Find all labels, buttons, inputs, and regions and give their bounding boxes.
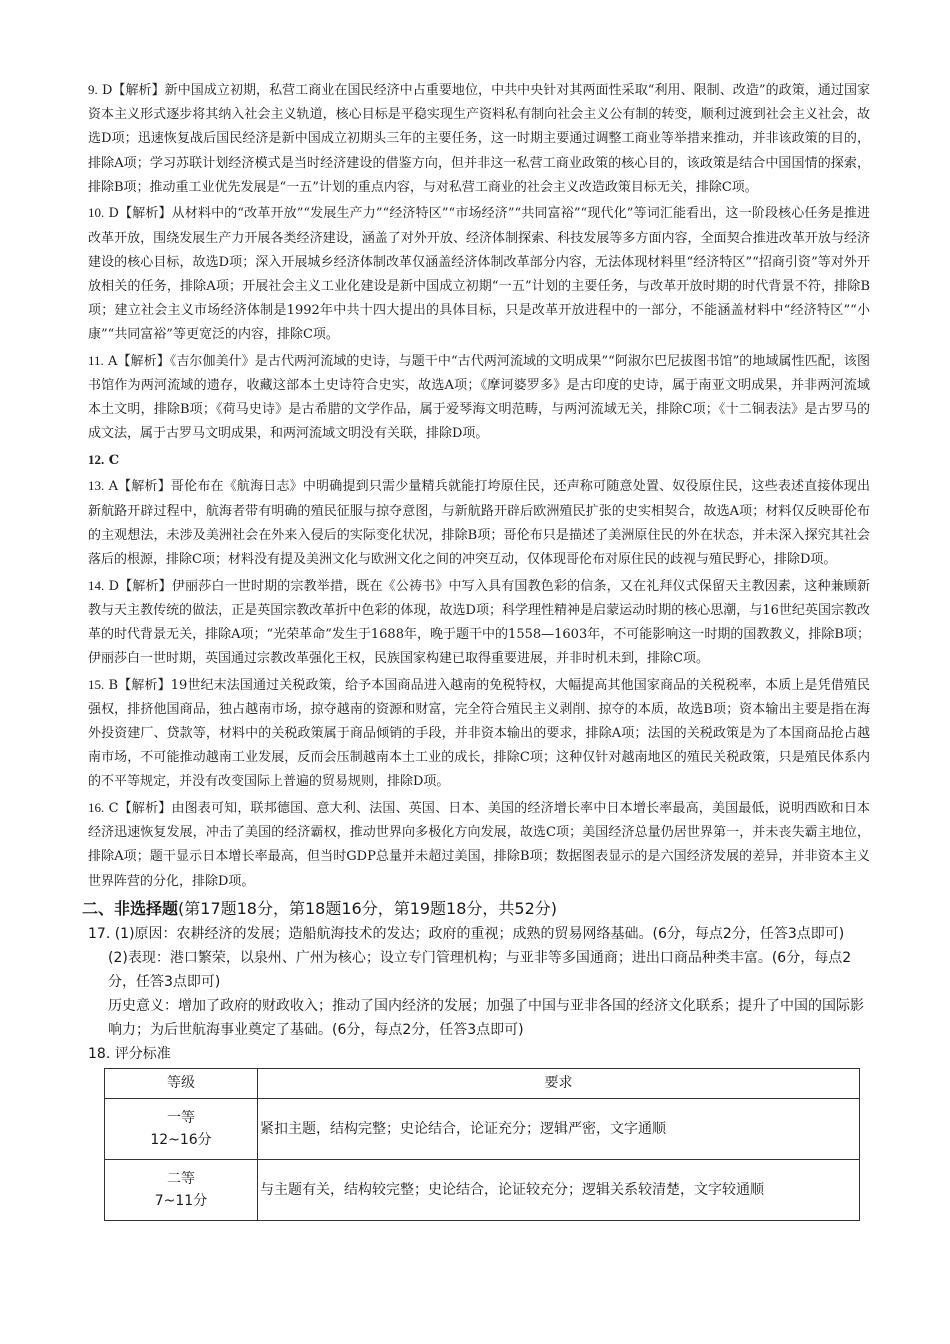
table-row xyxy=(105,1159,860,1220)
answer-17 xyxy=(88,922,870,1042)
item-text: A【解析】哥伦布在《航海日志》中明确提到只需少量精兵就能打垮原住民，还声称可随意处置、奴役原住民，这些表述直接体现出新航路开辟过程中，航海者带有明确的殖民征服与掠夺意图，与新航路开辟后欧洲殖民扩张的史实相契合，故选A项；材料仅反映哥伦布的主观想法，未涉及美洲社会在外来入侵后的实际变化状况，排除B项；哥伦布只是描述了美洲原住民的外在状态，并未深入探究其社会落后的根源，排除C项；材料没有提及美洲文化与欧洲文化之间的冲突互动，仅体现哥伦布对原住民的歧视与殖民野心，排除D项。 xyxy=(88,479,870,568)
item-number: 10. xyxy=(88,205,105,221)
item-text: D【解析】从材料中的“改革开放”“发展生产力”“经济特区”“市场经济”“共同富裕”“现代化”等词汇能看出，这一阶段核心任务是推进改革开放，围绕发展生产力开展各类经济建设，涵盖了对外开放、经济体制探索、科技发展等多方面内容，全面契合推进改革开放与经济建设的核心目标，故选D项；深入开展城乡经济体制改革仅涵盖经济体制改革部分内容，无法体现材料里“经济特区”“招商引资”等对外开放相关的任务，排除A项；开展社会主义工业化建设是新中国成立初期“一五”计划的主要任务，与改革开放时期的时代背景不符，排除B项；建立社会主义市场经济体制是1992年中共十四大提出的具体目标，只是改革开放进程中的一部分，不能涵盖材料中“经济特区”“小康”“共同富裕”等更宽泛的内容，排除C项。 xyxy=(88,206,870,343)
answer-item-15 xyxy=(88,673,870,795)
item-text: C【解析】由图表可知，联邦德国、意大利、法国、英国、日本、美国的经济增长率中日本增长率最高，美国最低，说明西欧和日本经济迅速恢复发展，冲击了美国的经济霸权，推动世界向多极化方向发展，故选C项；美国经济总量仍居世界第一，并未丧失霸主地位，排除A项；题干显示日本增长率最高，但当时GDP总量并未超过美国，排除B项；数据图表显示的是六国经济发展的差异，并非资本主义世界阵营的分化，排除D项。 xyxy=(88,800,870,889)
answer-18-heading: 18. 评分标准 xyxy=(88,1045,171,1062)
item-text: D【解析】新中国成立初期，私营工商业在国民经济中占重要地位，中共中央针对其两面性采取“利用、限制、改造”的政策，通过国家资本主义形式逐步将其纳入社会主义轨道，核心目标是平稳实现生产资料私有制向社会主义公有制的转变，顺利过渡到社会主义社会，故选D项；迅速恢复战后国民经济是新中国成立初期头三年的主要任务，这一时期主要通过调整工商业等举措来推动，并非该政策的目的，排除A项；学习苏联计划经济模式是当时经济建设的借鉴方向，但并非这一私营工商业政策的核心目的，该政策是结合中国国情的探索，排除B项；推动重工业优先发展是“一五”计划的重点内容，与对私营工商业的社会主义改造政策目标无关，排除C项。 xyxy=(88,83,871,195)
item-number: 12. xyxy=(88,451,105,467)
answer-item-12 xyxy=(88,448,870,473)
item-number: 16. xyxy=(88,799,105,815)
answer-17-significance: 历史意义：增加了政府的财政收入；推动了国内经济的发展；加强了中国与亚非各国的经济文化联系；提升了中国的国际影响力；为后世航海事业奠定了基础。(6分，每点2分，任答3点即可) xyxy=(108,997,864,1038)
table-header-row xyxy=(105,1068,860,1098)
requirement-cell: 与主题有关，结构较完整；史论结合，论证较充分；逻辑关系较清楚，文字较通顺 xyxy=(258,1159,860,1220)
header-grade: 等级 xyxy=(105,1068,258,1098)
requirement-cell: 紧扣主题，结构完整；史论结合，论证充分；逻辑严密，文字通顺 xyxy=(258,1098,860,1159)
item-text: B【解析】19世纪末法国通过关税政策，给予本国商品进入越南的免税特权，大幅提高其他国家商品的关税税率，本质上是凭借殖民强权，排挤他国商品，独占越南市场，掠夺越南的资源和财富，完全符合殖民主义剥削、掠夺的本质，故选B项；资本输出主要是指在海外投资建厂、贷款等，材料中的关税政策属于商品倾销的手段，并非资本输出的要求，排除A项；法国的关税政策是为了本国商品抢占越南市场，不可能推动越南工业发展，反而会压制越南本土工业的成长，排除C项；这种仅针对越南地区的殖民关税政策，只是殖民体系内的不平等规定，并没有改变国际上普遍的贸易规则，排除D项。 xyxy=(88,677,870,790)
item-number: 11. xyxy=(88,352,104,368)
item-text: D【解析】伊丽莎白一世时期的宗教举措，既在《公祷书》中写入具有国教色彩的信条，又在礼拜仪式保留天主教因素，这种兼顾新教与天主教传统的做法，正是英国宗教改革折中色彩的体现，故选D项；科学理性精神是启蒙运动时期的核心思潮，与16世纪英国宗教改革的时代背景无关，排除A项；“光荣革命”发生于1688年，晚于题干中的1558—1603年，不可能影响这一时期的国教教义，排除B项；伊丽莎白一世时期，英国通过宗教改革强化王权，民族国家构建已取得重要进展，并非时机未到，排除C项。 xyxy=(88,578,870,667)
answer-item-13 xyxy=(88,474,870,572)
item-number: 9. xyxy=(88,82,98,97)
grade-name: 一等 xyxy=(167,1109,195,1126)
header-requirement: 要求 xyxy=(258,1068,860,1098)
grade-name: 二等 xyxy=(167,1170,195,1187)
answer-item-11 xyxy=(88,349,870,447)
item-number: 15. xyxy=(88,676,105,692)
answer-18 xyxy=(88,1042,870,1221)
table-row xyxy=(105,1098,860,1159)
answer-item-14 xyxy=(88,574,870,672)
choice-answers xyxy=(88,78,870,894)
item-number: 14. xyxy=(88,577,105,593)
answer-item-10 xyxy=(88,201,870,347)
grade-score: 7~11分 xyxy=(154,1192,208,1209)
section-title xyxy=(82,896,870,922)
grade-cell xyxy=(105,1159,258,1220)
answer-17-part2: (2)表现：港口繁荣，以泉州、广州为核心；设立专门管理机构；与亚非等多国通商；进出口商品种类丰富。(6分，每点2分，任答3点即可) xyxy=(108,949,852,990)
item-text: A【解析】《吉尔伽美什》是古代两河流域的史诗，与题干中“古代两河流域的文明成果”“阿淑尔巴尼拔图书馆”的地域属性匹配，该图书馆作为两河流域的遗存，收藏这部本土史诗符合史实，故选A项；《摩诃婆罗多》是古印度的史诗，属于南亚文明成果，并非两河流域本土文明，排除B项；《荷马史诗》是古希腊的文学作品，属于爱琴海文明范畴，与两河流域无关，排除C项；《十二铜表法》是古罗马的成文法，属于古罗马文明成果，和两河流域文明没有关联，排除D项。 xyxy=(88,353,870,442)
answer-item-9 xyxy=(88,78,870,200)
answer-item-16 xyxy=(88,796,870,894)
item-text: C xyxy=(108,452,120,468)
scoring-rubric-table xyxy=(104,1068,860,1221)
item-number: 13. xyxy=(88,478,105,494)
grade-score: 12~16分 xyxy=(150,1131,212,1148)
grade-cell xyxy=(105,1098,258,1159)
section-note: (第17题18分，第18题16分，第19题18分，共52分) xyxy=(178,898,558,918)
section-heading: 二、非选择题 xyxy=(82,898,179,918)
answer-17-part1: 17. (1)原因：农耕经济的发展；造船航海技术的发达；政府的重视；成熟的贸易网络基础。(6分，每点2分，任答3点即可) xyxy=(88,925,845,942)
